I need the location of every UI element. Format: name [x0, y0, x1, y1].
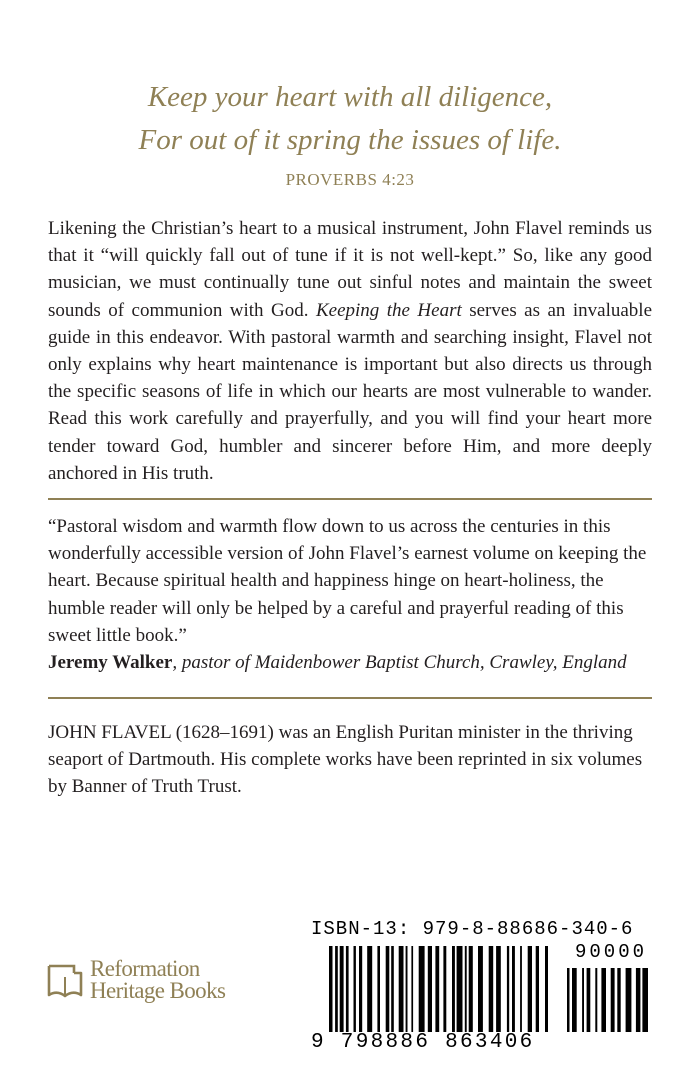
barcode-bar: [386, 946, 390, 1032]
barcode-bar: [465, 946, 467, 1032]
divider: [48, 697, 652, 699]
epigraph-citation: PROVERBS 4:23: [285, 170, 415, 189]
endorser: [48, 649, 652, 676]
barcode-bar: [346, 946, 349, 1032]
barcode-bar: [419, 946, 425, 1032]
barcode-bar: [406, 946, 408, 1032]
divider: [48, 498, 652, 500]
author-bio: JOHN FLAVEL (1628–1691) was an English Puritan minister in the thriving seaport of Dartmouth. His complete works have been reprinted in six volumes by Banner of Truth Trust.: [48, 722, 643, 798]
barcode-bar: [512, 946, 515, 1032]
barcode-bar: [636, 968, 641, 1032]
barcode-bar: [340, 946, 344, 1032]
barcode-bar: [367, 946, 372, 1032]
barcode-bar: [489, 946, 494, 1032]
barcode-bar: [457, 946, 463, 1032]
barcode-bar: [428, 946, 432, 1032]
barcode-bar: [626, 968, 632, 1032]
barcode-bar: [595, 968, 597, 1032]
barcode-bar: [545, 946, 548, 1032]
barcode-bar: [478, 946, 483, 1032]
barcode-bar: [601, 968, 606, 1032]
barcode-bar: [469, 946, 473, 1032]
endorser-role: , pastor of Maidenbower Baptist Church, Crawley, England: [172, 652, 627, 674]
barcode-bar: [335, 946, 338, 1032]
endorsement-quote: “Pastoral wisdom and warmth flow down to us across the centuries in this wonderfully accessible version of John Flavel’s earnest volume on keeping the heart. Because spiritual health and happiness hinge on heart-holiness, the humble reader will only be helped by a careful and prayerful reading of this sweet little book.”: [48, 516, 647, 646]
publisher-name-line-1: Reformation: [90, 956, 200, 981]
publisher-logo: [46, 957, 266, 1007]
barcode-bar: [443, 946, 446, 1032]
barcode-bar: [582, 968, 584, 1032]
epigraph-line-2: For out of it spring the issues of life.: [138, 124, 562, 156]
barcode-bar: [329, 946, 333, 1032]
epigraph-line-1: Keep your heart with all diligence,: [147, 81, 553, 113]
barcode-bar: [587, 968, 591, 1032]
barcode-bar: [411, 946, 413, 1032]
barcode-bar: [496, 946, 501, 1032]
endorser-name: Jeremy Walker: [48, 652, 173, 674]
barcode-bar: [567, 968, 570, 1032]
barcode-bar: [572, 968, 577, 1032]
isbn-barcode: [305, 918, 655, 1057]
description-part-2: serves as an invaluable guide in this endeavor. With pastoral warmth and searching insight, Flavel not only explains why heart maintenance is important but also directs us through the specific seasons of life in which our hearts are most vulnerable to wander. Read this work carefully and prayerfully, and you will find your heart more tender toward God, humbler and sincerer before Him, and more deeply anchored in His truth.: [48, 299, 653, 484]
book-description: [48, 215, 652, 487]
barcode-bar: [507, 946, 509, 1032]
ean-number: 9 798886 863406: [311, 1031, 535, 1054]
barcode-bar: [391, 946, 394, 1032]
open-book-icon: [46, 963, 84, 1001]
book-title: Keeping the Heart: [315, 299, 462, 321]
barcode-bar: [359, 946, 362, 1032]
barcode-bar: [617, 968, 620, 1032]
endorsement: [48, 513, 652, 676]
isbn-label: ISBN-13: 979-8-88686-340-6: [311, 918, 634, 940]
barcode-bar: [520, 946, 522, 1032]
price-code: 90000: [574, 941, 647, 963]
barcode-bar: [435, 946, 439, 1032]
epigraph: [0, 76, 700, 162]
barcode-bar: [642, 968, 648, 1032]
publisher-name-line-2: Heritage Books: [90, 978, 226, 1003]
barcode-bar: [377, 946, 380, 1032]
barcode-bar: [611, 968, 615, 1032]
barcode-bar: [536, 946, 539, 1032]
barcode-bar: [354, 946, 356, 1032]
barcode-bar: [399, 946, 404, 1032]
description-part-1: Likening the Christian’s heart to a musical instrument, John Flavel reminds us that it “will quickly fall out of tune if it is not well-kept.” So, like any good musician, we must continually tune out sinful notes and maintain the sweet sounds of communion with God.: [48, 218, 652, 321]
barcode-bar: [452, 946, 455, 1032]
barcode-bar: [528, 946, 532, 1032]
